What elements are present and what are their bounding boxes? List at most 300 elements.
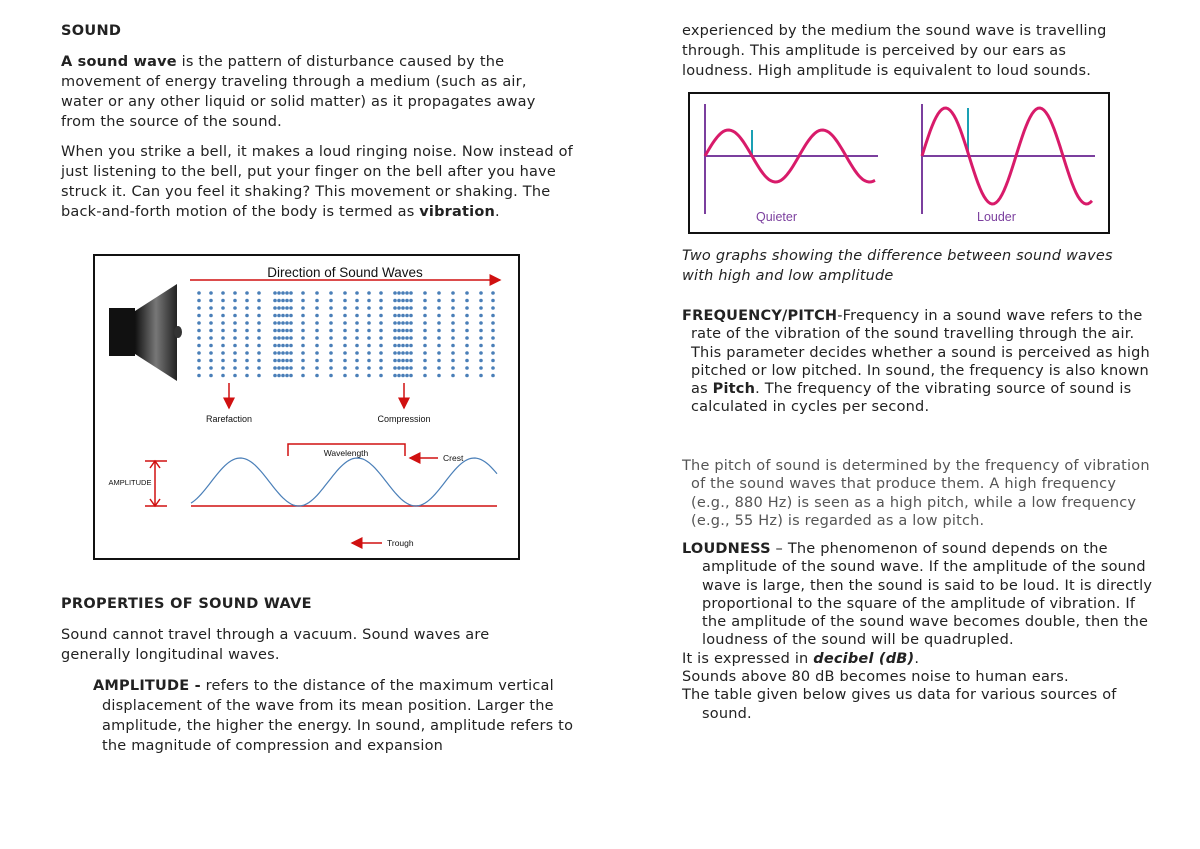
- particle-dot: [343, 351, 347, 355]
- particle-dot: [301, 374, 305, 378]
- particle-dot: [209, 336, 213, 340]
- speaker-icon: [109, 284, 182, 381]
- particle-dot: [491, 314, 495, 318]
- particle-dot: [245, 374, 249, 378]
- particle-dot: [355, 321, 359, 325]
- particle-dot: [281, 321, 285, 325]
- particle-dot: [451, 314, 455, 318]
- particle-dot: [209, 351, 213, 355]
- particle-dot: [329, 314, 333, 318]
- particle-dot: [379, 351, 383, 355]
- particle-dot: [393, 351, 397, 355]
- particle-dot: [233, 351, 237, 355]
- particle-dot: [221, 314, 225, 318]
- particle-dot: [393, 291, 397, 295]
- loudness-term: LOUDNESS: [682, 541, 771, 557]
- particle-dot: [355, 329, 359, 333]
- particle-dot: [221, 299, 225, 303]
- particle-dot: [277, 306, 281, 310]
- particle-dot: [491, 321, 495, 325]
- particle-dot: [329, 291, 333, 295]
- particle-dot: [401, 374, 405, 378]
- particle-dot: [277, 374, 281, 378]
- particle-dot: [233, 321, 237, 325]
- particle-dot: [409, 366, 413, 370]
- particle-dot: [393, 299, 397, 303]
- sound-wave-diagram: [95, 256, 518, 558]
- particle-dot: [257, 329, 261, 333]
- particle-dot: [285, 306, 289, 310]
- particle-dot: [423, 299, 427, 303]
- particle-dot: [491, 306, 495, 310]
- particle-dot: [301, 321, 305, 325]
- particle-dot: [397, 336, 401, 340]
- table-intro: The table given below gives us data for various sources of sound.: [682, 687, 1117, 722]
- particle-dot: [409, 359, 413, 363]
- intro-term: A sound wave: [61, 54, 177, 70]
- particle-dot: [355, 299, 359, 303]
- particle-dot: [233, 291, 237, 295]
- particle-dot: [273, 374, 277, 378]
- particle-dot: [355, 306, 359, 310]
- particle-dot: [281, 374, 285, 378]
- particle-dot: [491, 374, 495, 378]
- particle-dot: [281, 366, 285, 370]
- sound-wave-figure: [93, 254, 520, 560]
- particle-dot: [273, 321, 277, 325]
- particle-dot: [405, 321, 409, 325]
- particle-dot: [329, 336, 333, 340]
- particle-dot: [245, 299, 249, 303]
- particle-dot: [233, 329, 237, 333]
- quieter-label: Quieter: [756, 210, 797, 224]
- particle-dot: [257, 299, 261, 303]
- trough-label: Trough: [387, 538, 414, 548]
- particle-dot: [405, 344, 409, 348]
- particle-dot: [301, 336, 305, 340]
- particle-dot: [379, 336, 383, 340]
- particle-dot: [409, 321, 413, 325]
- bell-paragraph: When you strike a bell, it makes a loud ringing noise. Now instead of just listening to the bell, put your finger on the bell after you have struck it. Can you feel it shaking? This movement or shaking. The back-and-forth motion of the body is termed as vibration.: [61, 144, 573, 220]
- particle-dot: [209, 366, 213, 370]
- particle-dot: [465, 374, 469, 378]
- particle-dot: [379, 291, 383, 295]
- particle-dot: [479, 314, 483, 318]
- particle-dot: [479, 359, 483, 363]
- crest-label: Crest: [443, 453, 464, 463]
- particle-dot: [437, 314, 441, 318]
- particle-dot: [491, 291, 495, 295]
- particle-dot: [379, 321, 383, 325]
- particle-dot: [379, 306, 383, 310]
- particle-dot: [397, 329, 401, 333]
- particle-dot: [409, 336, 413, 340]
- sine-wave: [191, 458, 497, 506]
- particle-dot: [245, 351, 249, 355]
- particle-dot: [343, 314, 347, 318]
- particle-dot: [233, 314, 237, 318]
- particle-dot: [197, 374, 201, 378]
- particle-dot: [367, 366, 371, 370]
- figure-caption: Two graphs showing the difference between sound waves with high and low amplitude: [682, 248, 1113, 284]
- amplitude-term: AMPLITUDE -: [93, 678, 201, 694]
- particle-dot: [355, 359, 359, 363]
- particle-dot: [491, 366, 495, 370]
- particle-dot: [379, 366, 383, 370]
- particle-dot: [257, 374, 261, 378]
- particle-dot: [423, 321, 427, 325]
- particle-dot: [329, 366, 333, 370]
- particle-dot: [405, 291, 409, 295]
- particle-dot: [329, 299, 333, 303]
- decibel-term: decibel (dB): [813, 650, 915, 667]
- particle-dot: [277, 359, 281, 363]
- properties-paragraph: Sound cannot travel through a vacuum. Sound waves are generally longitudinal waves.: [61, 627, 490, 663]
- particle-dot: [401, 306, 405, 310]
- particle-dot: [401, 366, 405, 370]
- particle-dot: [233, 299, 237, 303]
- particle-dot: [423, 329, 427, 333]
- particle-dot: [277, 351, 281, 355]
- particle-dot: [401, 351, 405, 355]
- particle-dot: [409, 374, 413, 378]
- particle-dot: [367, 329, 371, 333]
- particle-dot: [393, 321, 397, 325]
- particle-dot: [277, 329, 281, 333]
- particle-dot: [393, 344, 397, 348]
- particle-dot: [257, 306, 261, 310]
- particle-dot: [465, 306, 469, 310]
- particle-dot: [301, 291, 305, 295]
- loudness-section: [682, 540, 1162, 723]
- particle-dot: [479, 366, 483, 370]
- particle-dot: [245, 291, 249, 295]
- particle-dot: [209, 299, 213, 303]
- particle-dot: [437, 329, 441, 333]
- particle-dot: [355, 344, 359, 348]
- particle-dot: [301, 344, 305, 348]
- particle-dot: [221, 359, 225, 363]
- particle-dot: [423, 291, 427, 295]
- particle-dot: [397, 359, 401, 363]
- particle-dot: [245, 359, 249, 363]
- particle-dot: [405, 351, 409, 355]
- particle-dot: [209, 344, 213, 348]
- particle-dot: [409, 299, 413, 303]
- particle-dot: [451, 344, 455, 348]
- particle-dot: [281, 351, 285, 355]
- particle-dot: [401, 359, 405, 363]
- particle-dot: [409, 291, 413, 295]
- particle-dot: [343, 306, 347, 310]
- particle-dot: [197, 314, 201, 318]
- amplitude-comparison-figure: [688, 92, 1110, 234]
- particle-dot: [221, 291, 225, 295]
- particle-dot: [393, 336, 397, 340]
- particle-dot: [197, 351, 201, 355]
- particle-dot: [281, 359, 285, 363]
- particle-dot: [197, 329, 201, 333]
- particle-dot: [491, 344, 495, 348]
- particle-dot: [257, 366, 261, 370]
- particle-dot: [197, 321, 201, 325]
- particle-dot: [245, 329, 249, 333]
- section-title-sound: SOUND: [61, 23, 122, 39]
- particle-dot: [281, 291, 285, 295]
- particle-dot: [301, 314, 305, 318]
- particle-dot: [397, 314, 401, 318]
- particle-dot: [401, 344, 405, 348]
- particle-dot: [315, 351, 319, 355]
- particle-dot: [479, 351, 483, 355]
- particle-dot: [423, 344, 427, 348]
- particle-dot: [405, 299, 409, 303]
- particle-dot: [245, 306, 249, 310]
- particle-dot: [273, 359, 277, 363]
- particle-dot: [451, 306, 455, 310]
- particle-dot: [367, 291, 371, 295]
- decibel-line: It is expressed in decibel (dB).: [682, 650, 920, 667]
- particle-dot: [379, 344, 383, 348]
- particle-dot: [409, 329, 413, 333]
- particle-dot: [273, 329, 277, 333]
- particle-dot: [355, 336, 359, 340]
- particle-dot: [289, 336, 293, 340]
- particle-dot: [451, 359, 455, 363]
- particle-dot: [315, 306, 319, 310]
- particle-dot: [479, 344, 483, 348]
- amplitude-paragraph: [93, 676, 588, 756]
- particle-dot: [491, 299, 495, 303]
- particle-dot: [355, 366, 359, 370]
- wavelength-label: Wavelength: [323, 448, 369, 458]
- particle-dot: [277, 314, 281, 318]
- particle-dot: [329, 351, 333, 355]
- particle-dot: [301, 366, 305, 370]
- particle-dot: [343, 344, 347, 348]
- particle-dot: [197, 366, 201, 370]
- particle-dot: [315, 344, 319, 348]
- particle-dot: [329, 374, 333, 378]
- particle-dot: [221, 366, 225, 370]
- particle-dot: [257, 359, 261, 363]
- particle-dot: [397, 344, 401, 348]
- particle-dot: [285, 351, 289, 355]
- particle-dot: [343, 359, 347, 363]
- particle-dot: [277, 299, 281, 303]
- particle-dot: [423, 374, 427, 378]
- particle-dot: [209, 291, 213, 295]
- particle-dot: [393, 374, 397, 378]
- particle-dot: [409, 314, 413, 318]
- particle-dot: [451, 329, 455, 333]
- particle-dot: [491, 351, 495, 355]
- particle-dot: [285, 299, 289, 303]
- particle-dot: [397, 374, 401, 378]
- particle-dot: [273, 291, 277, 295]
- particle-dot: [367, 306, 371, 310]
- particle-dot: [397, 366, 401, 370]
- particle-dot: [367, 359, 371, 363]
- particle-dot: [289, 299, 293, 303]
- particle-dot: [315, 359, 319, 363]
- particle-dot: [257, 351, 261, 355]
- particle-dot: [367, 314, 371, 318]
- particle-dot: [479, 329, 483, 333]
- particle-dot: [277, 344, 281, 348]
- particle-dot: [401, 299, 405, 303]
- particle-dot: [197, 336, 201, 340]
- particle-dot: [379, 329, 383, 333]
- particle-dot: [355, 314, 359, 318]
- particle-dot: [301, 351, 305, 355]
- particle-dot: [209, 374, 213, 378]
- particle-dot: [301, 329, 305, 333]
- particle-dot: [423, 366, 427, 370]
- particle-dot: [343, 336, 347, 340]
- particle-dot: [245, 344, 249, 348]
- particle-dot: [273, 306, 277, 310]
- particle-dot: [465, 299, 469, 303]
- particle-dot: [423, 306, 427, 310]
- particle-dot: [277, 291, 281, 295]
- particle-dot: [289, 366, 293, 370]
- particle-dot: [393, 329, 397, 333]
- particle-dot: [393, 306, 397, 310]
- particle-dot: [315, 374, 319, 378]
- particle-dot: [329, 359, 333, 363]
- amplitude-text: refers to the distance of the maximum vertical displacement of the wave from its mean position. Larger the amplitude, the higher the energy. In sound, amplitude refers to the magnitude of compression and expansion: [102, 678, 574, 754]
- particle-dot: [233, 366, 237, 370]
- particle-dot: [437, 374, 441, 378]
- particle-dot: [465, 351, 469, 355]
- particle-dot: [329, 329, 333, 333]
- rarefaction-label: Rarefaction: [205, 414, 253, 424]
- particle-dot: [401, 291, 405, 295]
- particle-dot: [281, 306, 285, 310]
- amplitude-continuation: experienced by the medium the sound wave is travelling through. This amplitude is perceived by our ears as loudness. High amplitude is equivalent to loud sounds.: [682, 23, 1107, 79]
- particle-dot: [355, 374, 359, 378]
- particle-dot: [465, 336, 469, 340]
- bell-text: When you strike a bell, it makes a loud ringing noise. Now instead of just listening to the bell, put your finger on the bell after you have struck it. Can you feel it shaking? This movement or shaking. The back-and-forth motion of the body is termed as: [61, 144, 573, 220]
- particle-dot: [451, 299, 455, 303]
- particle-dot: [285, 344, 289, 348]
- particle-dot: [465, 344, 469, 348]
- particle-dot: [355, 291, 359, 295]
- particle-dot: [301, 359, 305, 363]
- particle-dot: [367, 321, 371, 325]
- particle-dot: [437, 366, 441, 370]
- particle-dot: [273, 366, 277, 370]
- intro-paragraph: [61, 52, 561, 132]
- particle-dot: [285, 366, 289, 370]
- particle-dot: [197, 306, 201, 310]
- particle-dot: [343, 366, 347, 370]
- frequency-term: FREQUENCY/PITCH: [682, 308, 838, 324]
- particle-dot: [281, 344, 285, 348]
- particle-dot: [367, 344, 371, 348]
- particle-dot: [315, 336, 319, 340]
- amplitude-comparison-diagram: [690, 94, 1108, 232]
- particle-dot: [285, 291, 289, 295]
- particle-dot: [221, 306, 225, 310]
- particle-dot: [289, 359, 293, 363]
- particle-dot: [329, 321, 333, 325]
- particle-dot: [315, 321, 319, 325]
- particle-dot: [479, 336, 483, 340]
- particle-dot: [451, 321, 455, 325]
- noise-line: Sounds above 80 dB becomes noise to human ears.: [682, 669, 1069, 686]
- particle-dot: [221, 374, 225, 378]
- particle-dot: [197, 359, 201, 363]
- particle-dot: [285, 359, 289, 363]
- particle-dot: [315, 299, 319, 303]
- particle-dot: [209, 314, 213, 318]
- particle-dot: [329, 344, 333, 348]
- particle-dot: [409, 344, 413, 348]
- particle-dot: [479, 321, 483, 325]
- particle-dot: [451, 336, 455, 340]
- particle-dot: [221, 344, 225, 348]
- particle-dot: [405, 314, 409, 318]
- particle-dot: [245, 314, 249, 318]
- louder-label: Louder: [977, 210, 1016, 224]
- particle-dot: [221, 329, 225, 333]
- particle-dot: [465, 366, 469, 370]
- particle-dot: [285, 336, 289, 340]
- particle-dot: [273, 299, 277, 303]
- particle-dot: [289, 344, 293, 348]
- direction-label: Direction of Sound Waves: [267, 265, 423, 280]
- particle-dot: [315, 314, 319, 318]
- particle-dot: [397, 321, 401, 325]
- particle-dot: [343, 329, 347, 333]
- particle-dot: [281, 329, 285, 333]
- particle-dot: [465, 291, 469, 295]
- particle-dot: [257, 291, 261, 295]
- particle-dot: [367, 351, 371, 355]
- particle-dot: [273, 351, 277, 355]
- particle-dot: [289, 321, 293, 325]
- particle-dot: [209, 321, 213, 325]
- particle-dot: [491, 359, 495, 363]
- particle-dot: [277, 366, 281, 370]
- particle-dot: [285, 321, 289, 325]
- particle-dot: [221, 321, 225, 325]
- particle-dot: [401, 329, 405, 333]
- particle-dot: [401, 336, 405, 340]
- particle-dot: [479, 291, 483, 295]
- particle-dot: [281, 314, 285, 318]
- particle-dot: [379, 374, 383, 378]
- particle-dot: [451, 351, 455, 355]
- particle-dot: [329, 306, 333, 310]
- particle-dot: [379, 314, 383, 318]
- particle-dot: [409, 351, 413, 355]
- particle-dot: [221, 351, 225, 355]
- particle-dot: [315, 329, 319, 333]
- particle-dot: [397, 306, 401, 310]
- particle-dot: [465, 321, 469, 325]
- particle-dot: [197, 291, 201, 295]
- particle-dot: [277, 336, 281, 340]
- particle-dot: [343, 374, 347, 378]
- particle-dot: [289, 314, 293, 318]
- particle-dot: [273, 336, 277, 340]
- particle-dot: [289, 374, 293, 378]
- particle-dot: [405, 374, 409, 378]
- vibration-term: vibration: [419, 204, 496, 220]
